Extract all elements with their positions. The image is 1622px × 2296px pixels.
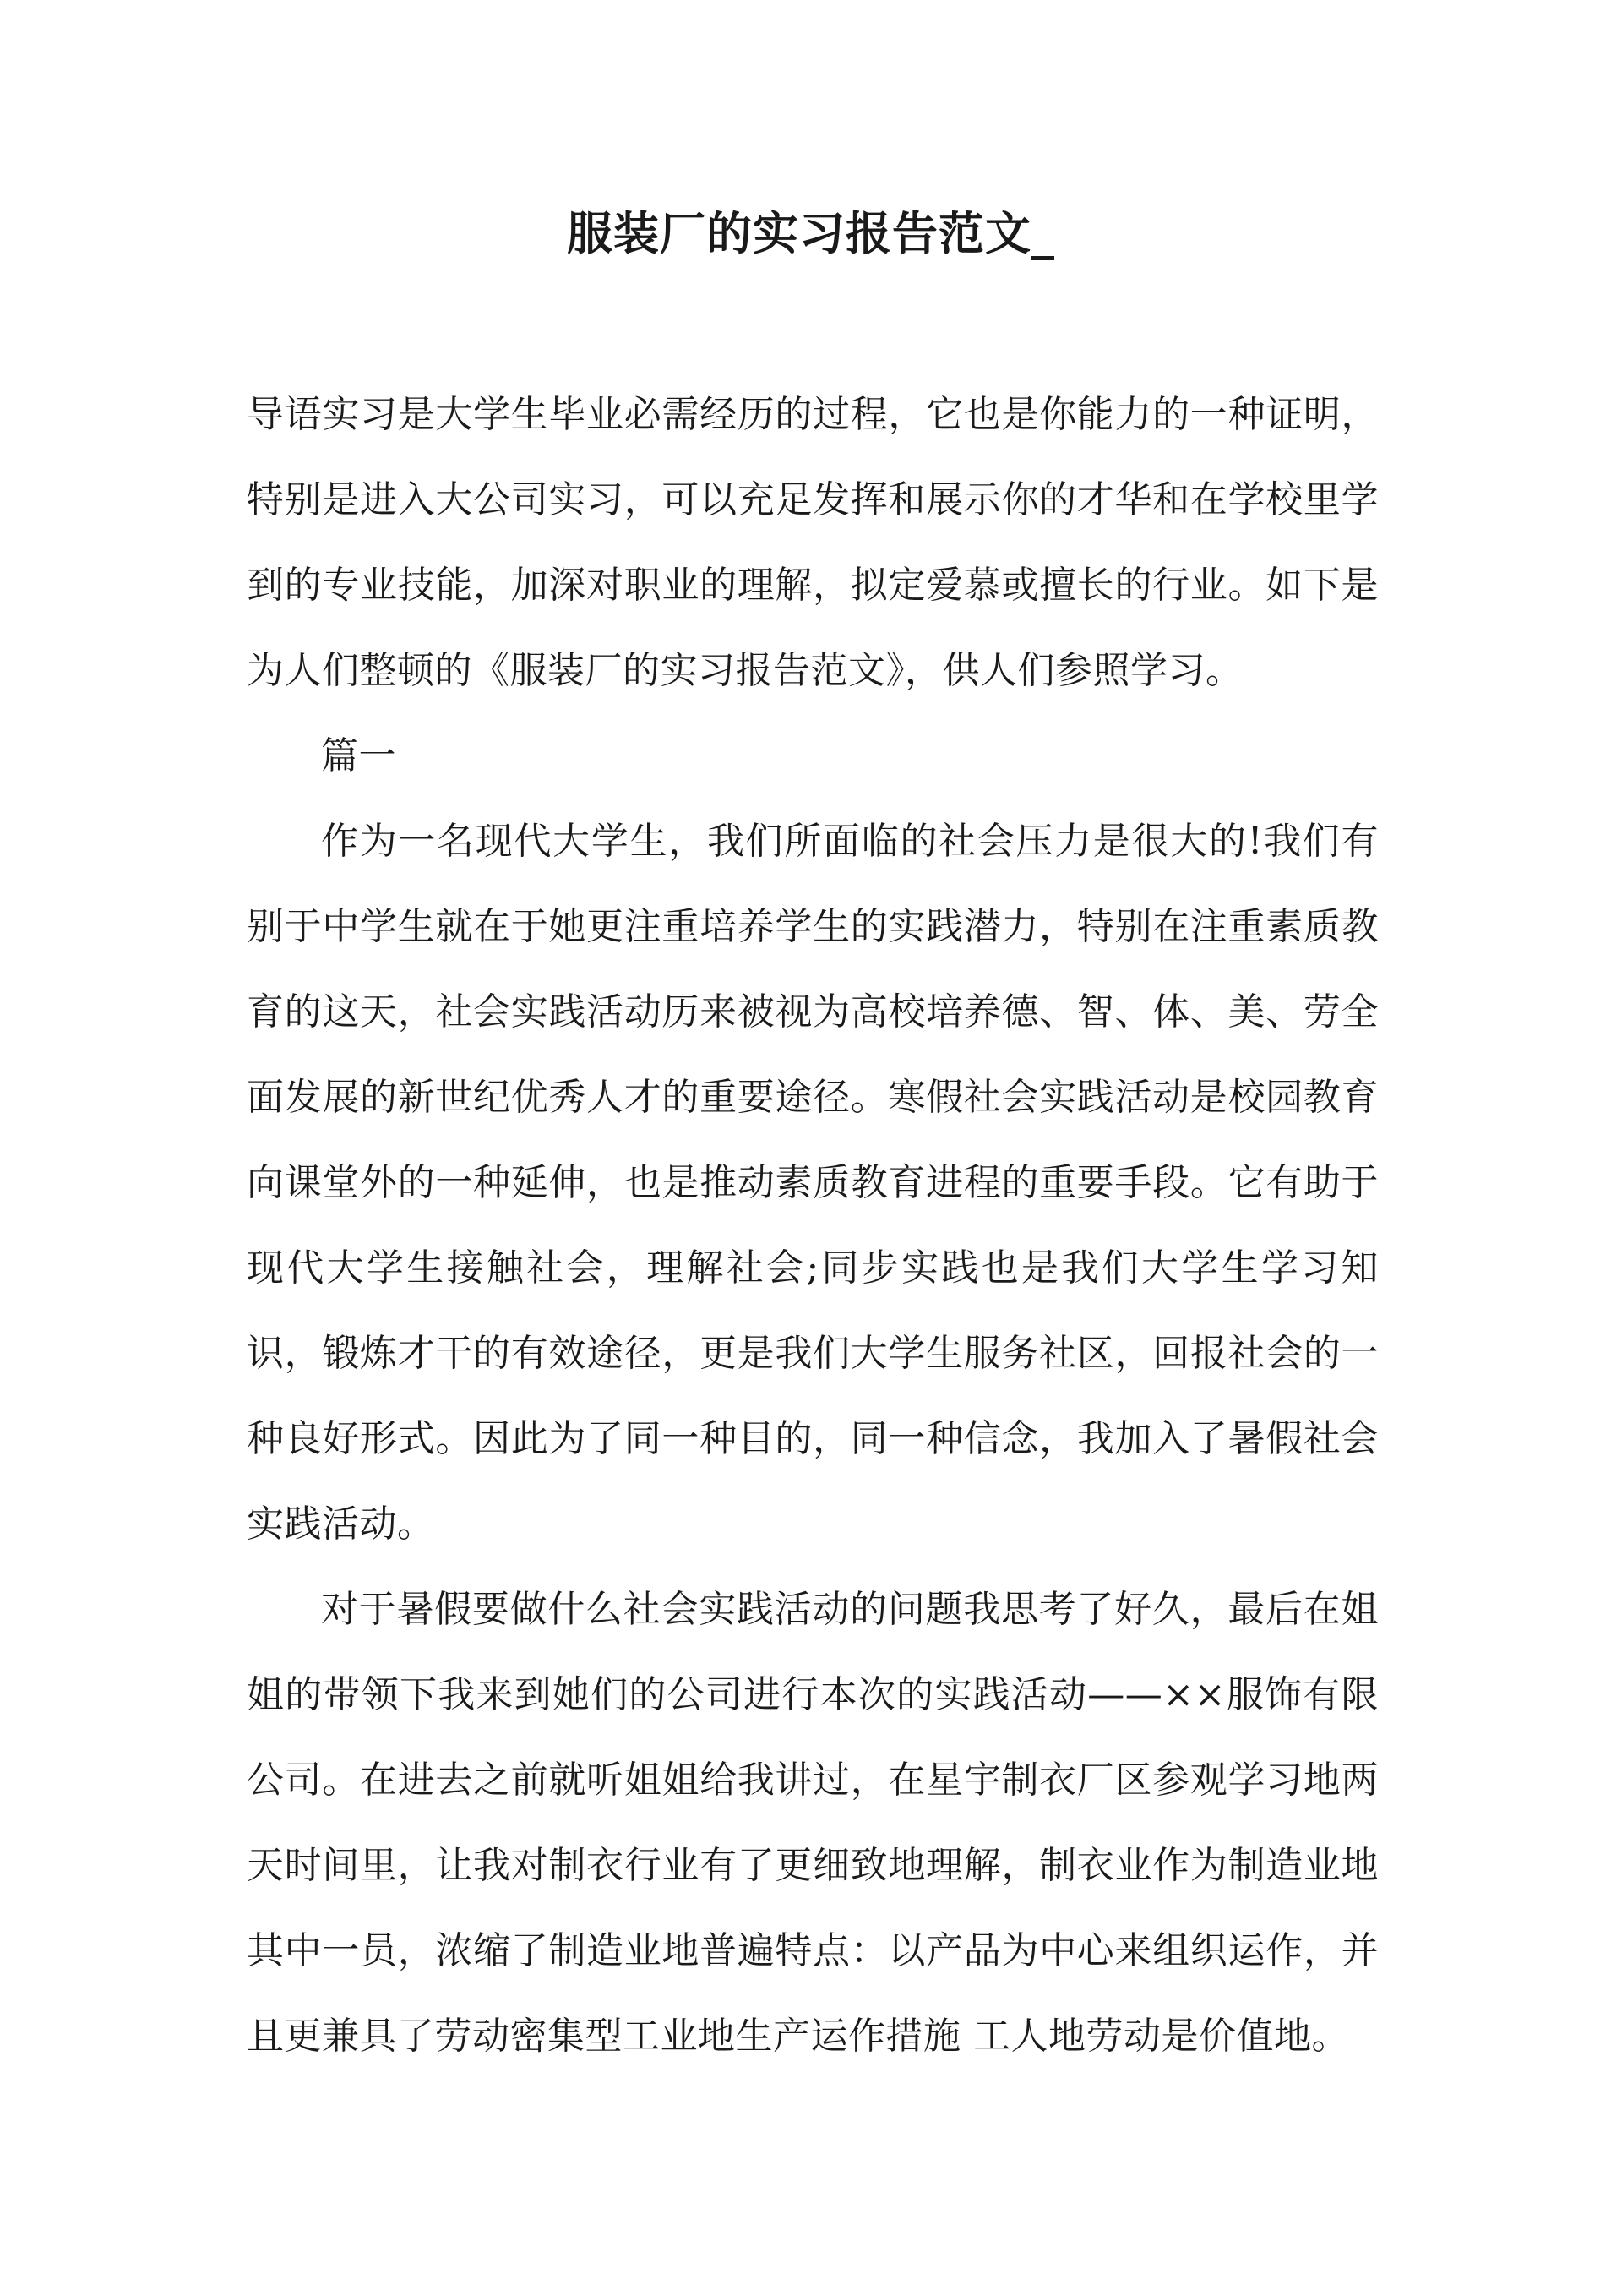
intro-paragraph: 导语实习是大学生毕业必需经历的过程，它也是你能力的一种证明，特别是进入大公司实习，可以充足发挥和展示你的才华和在学校里学到的专业技能，加深对职业的理解，拟定爱慕或擅长的行业。如下是为人们整顿的《服装厂的实习报告范文》，供人们参照学习。 — [247, 393, 1379, 692]
body-paragraph: 作为一名现代大学生，我们所面临的社会压力是很大的!我们有别于中学生就在于她更注重培养学生的实践潜力，特别在注重素质教育的这天，社会实践活动历来被视为高校培养德、智、体、美、劳全面发展的新世纪优秀人才的重要途径。寒假社会实践活动是校园教育向课堂外的一种延伸，也是推动素质教育进程的重要手段。它有助于现代大学生接触社会，理解社会;同步实践也是我们大学生学习知识，锻炼才干的有效途径，更是我们大学生服务社区，回报社会的一种良好形式。因此为了同一种目的，同一种信念，我加入了暑假社会实践活动。 — [247, 820, 1379, 1546]
document-title: 服装厂的实习报告范文_ — [567, 206, 1055, 260]
document-body — [247, 372, 1379, 2079]
body-paragraph: 对于暑假要做什么社会实践活动的问题我思考了好久，最后在姐姐的带领下我来到她们的公司进行本次的实践活动——××服饰有限公司。在进去之前就听姐姐给我讲过，在星宇制衣厂区参观学习地两天时间里，让我对制衣行业有了更细致地理解，制衣业作为制造业地其中一员，浓缩了制造业地普遍特点：以产品为中心来组织运作，并且更兼具了劳动密集型工业地生产运作措施 工人地劳动是价值地。 — [247, 1588, 1379, 2058]
section-heading: 篇一 — [321, 734, 396, 777]
